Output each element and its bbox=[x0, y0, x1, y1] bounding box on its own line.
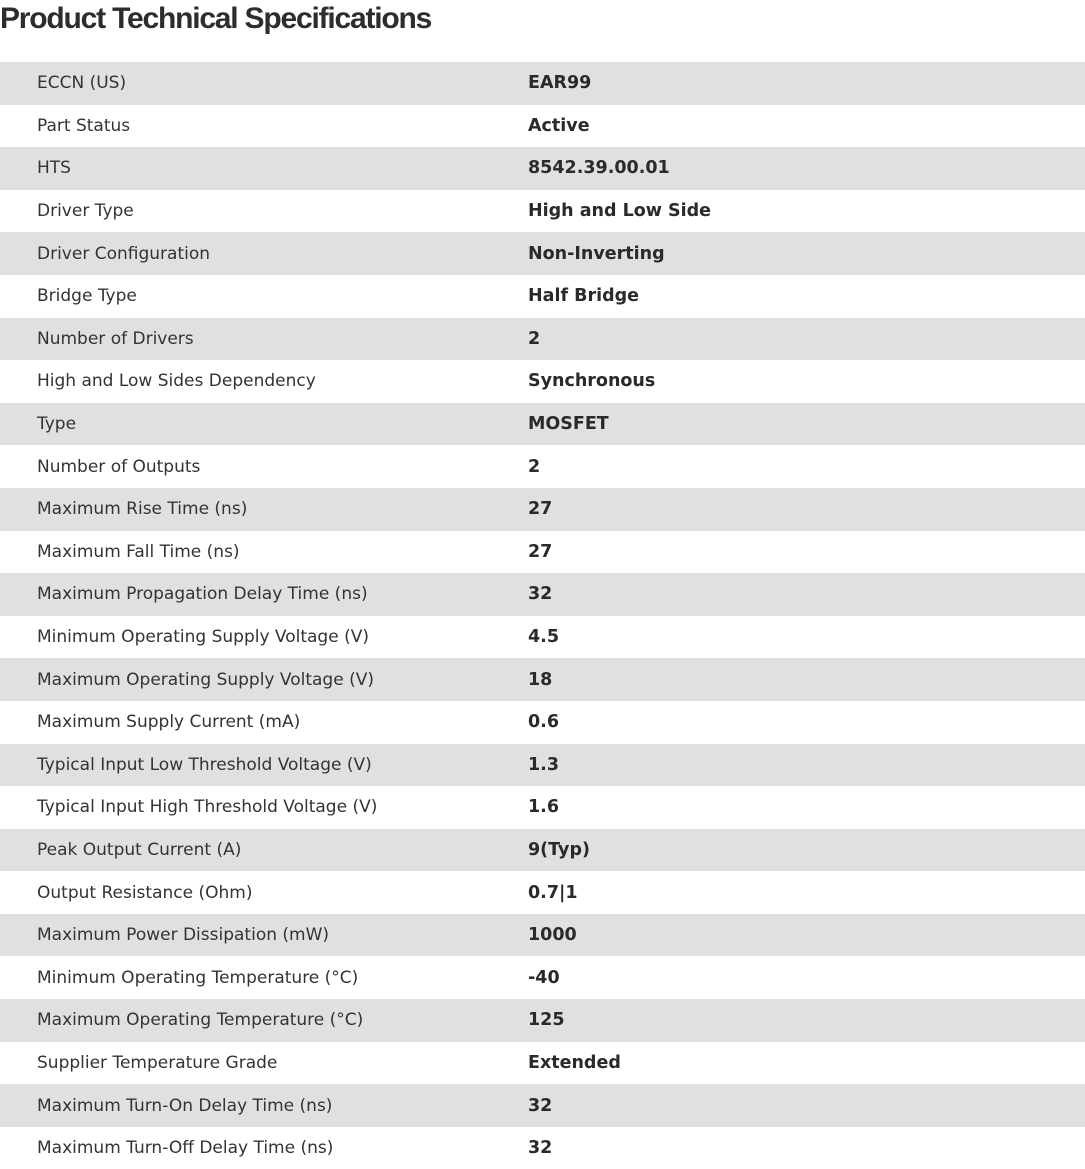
spec-value: 8542.39.00.01 bbox=[528, 158, 670, 179]
spec-row bbox=[0, 1127, 1085, 1169]
spec-row bbox=[0, 232, 1085, 275]
spec-label: Maximum Turn-Off Delay Time (ns) bbox=[37, 1138, 334, 1159]
spec-label: Maximum Supply Current (mA) bbox=[37, 712, 301, 733]
page-title: Product Technical Specifications bbox=[0, 2, 432, 35]
spec-label: Bridge Type bbox=[37, 286, 137, 307]
spec-label: Peak Output Current (A) bbox=[37, 839, 242, 860]
spec-value: 27 bbox=[528, 499, 553, 520]
spec-row bbox=[0, 147, 1085, 190]
spec-label: Maximum Power Dissipation (mW) bbox=[37, 925, 330, 946]
spec-value: 9(Typ) bbox=[528, 839, 590, 860]
spec-row bbox=[0, 445, 1085, 488]
spec-value: Active bbox=[528, 115, 590, 136]
spec-row bbox=[0, 105, 1085, 148]
spec-value: Synchronous bbox=[528, 371, 656, 392]
spec-row bbox=[0, 616, 1085, 659]
spec-row bbox=[0, 573, 1085, 616]
spec-value: 1.3 bbox=[528, 754, 560, 775]
spec-value: 0.6 bbox=[528, 712, 560, 733]
spec-label: Maximum Operating Supply Voltage (V) bbox=[37, 669, 374, 690]
spec-label: High and Low Sides Dependency bbox=[37, 371, 316, 392]
spec-row bbox=[0, 1042, 1085, 1085]
spec-label: Driver Configuration bbox=[37, 243, 211, 264]
spec-row bbox=[0, 190, 1085, 233]
spec-label: Output Resistance (Ohm) bbox=[37, 882, 253, 903]
spec-value: Extended bbox=[528, 1052, 621, 1073]
spec-row bbox=[0, 956, 1085, 999]
spec-value: Half Bridge bbox=[528, 286, 640, 307]
spec-row bbox=[0, 701, 1085, 744]
spec-label: Maximum Propagation Delay Time (ns) bbox=[37, 584, 368, 605]
spec-label: Maximum Operating Temperature (°C) bbox=[37, 1010, 364, 1031]
spec-label: Type bbox=[37, 414, 77, 435]
spec-row bbox=[0, 62, 1085, 105]
spec-label: Maximum Rise Time (ns) bbox=[37, 499, 248, 520]
spec-label: Part Status bbox=[37, 115, 131, 136]
spec-value: High and Low Side bbox=[528, 201, 712, 222]
spec-value: MOSFET bbox=[528, 414, 609, 435]
spec-row bbox=[0, 999, 1085, 1042]
spec-row bbox=[0, 871, 1085, 914]
spec-label: Number of Outputs bbox=[37, 456, 201, 477]
spec-row bbox=[0, 1084, 1085, 1127]
spec-label: ECCN (US) bbox=[37, 73, 127, 94]
spec-value: 27 bbox=[528, 541, 553, 562]
spec-row bbox=[0, 403, 1085, 446]
spec-value: Non-Inverting bbox=[528, 243, 665, 264]
spec-value: 32 bbox=[528, 1138, 553, 1159]
spec-value: 1.6 bbox=[528, 797, 560, 818]
spec-label: HTS bbox=[37, 158, 71, 179]
spec-value: 18 bbox=[528, 669, 553, 690]
spec-label: Maximum Turn-On Delay Time (ns) bbox=[37, 1095, 333, 1116]
spec-table bbox=[0, 62, 1085, 1169]
spec-row bbox=[0, 531, 1085, 574]
spec-label: Typical Input Low Threshold Voltage (V) bbox=[37, 754, 372, 775]
spec-value: 4.5 bbox=[528, 627, 560, 648]
spec-row bbox=[0, 318, 1085, 361]
spec-label: Maximum Fall Time (ns) bbox=[37, 541, 240, 562]
spec-row bbox=[0, 786, 1085, 829]
spec-row bbox=[0, 275, 1085, 318]
spec-value: EAR99 bbox=[528, 73, 592, 94]
spec-value: 1000 bbox=[528, 925, 577, 946]
spec-label: Driver Type bbox=[37, 201, 134, 222]
spec-value: 32 bbox=[528, 1095, 553, 1116]
spec-label: Minimum Operating Temperature (°C) bbox=[37, 967, 359, 988]
spec-row bbox=[0, 744, 1085, 787]
spec-row bbox=[0, 658, 1085, 701]
spec-value: 2 bbox=[528, 328, 541, 349]
spec-row bbox=[0, 914, 1085, 957]
spec-value: 125 bbox=[528, 1010, 565, 1031]
spec-row bbox=[0, 829, 1085, 872]
spec-row bbox=[0, 488, 1085, 531]
spec-label: Typical Input High Threshold Voltage (V) bbox=[37, 797, 378, 818]
spec-label: Supplier Temperature Grade bbox=[37, 1052, 278, 1073]
spec-label: Number of Drivers bbox=[37, 328, 194, 349]
spec-value: 32 bbox=[528, 584, 553, 605]
spec-value: 2 bbox=[528, 456, 541, 477]
spec-value: -40 bbox=[528, 967, 560, 988]
spec-row bbox=[0, 360, 1085, 403]
spec-value: 0.7|1 bbox=[528, 882, 578, 903]
spec-label: Minimum Operating Supply Voltage (V) bbox=[37, 627, 369, 648]
